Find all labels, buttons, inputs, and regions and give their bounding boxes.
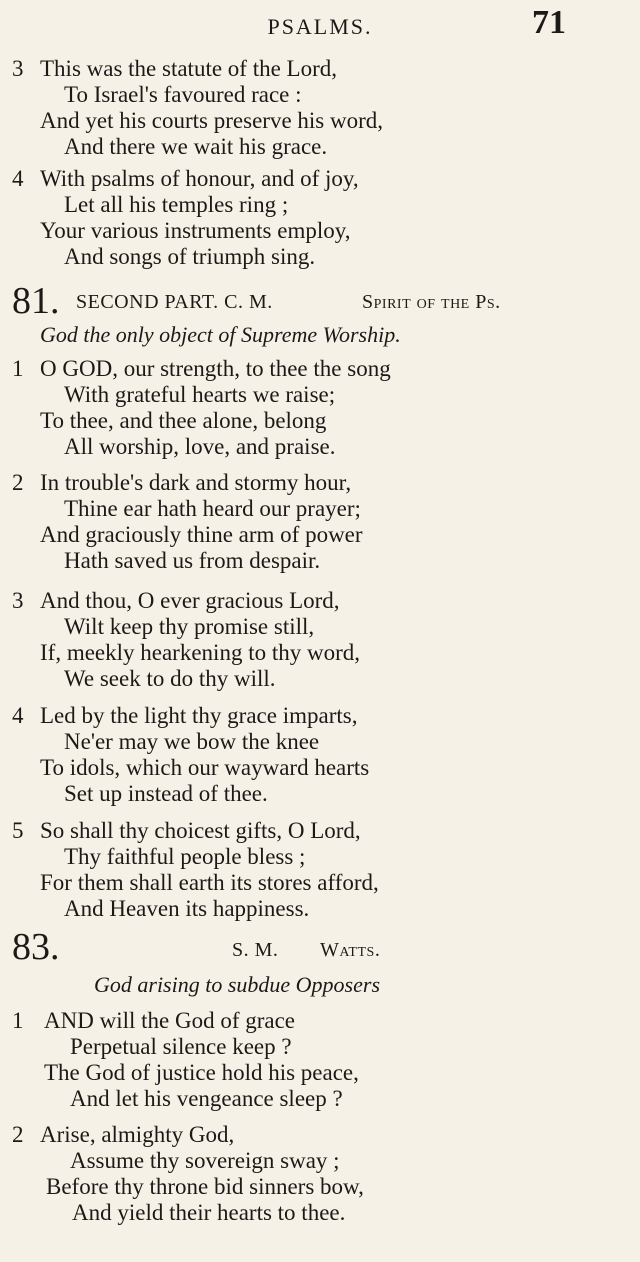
verse-line: Perpetual silence keep ? bbox=[70, 1034, 292, 1059]
verse-line: To idols, which our wayward hearts bbox=[40, 755, 370, 780]
verse-number: 4 bbox=[12, 703, 24, 728]
page-number: 71 bbox=[532, 4, 566, 41]
verse-line: With psalms of honour, and of joy, bbox=[40, 166, 359, 191]
verse-line: All worship, love, and praise. bbox=[64, 434, 336, 459]
verse-line: If, meekly hearkening to thy word, bbox=[40, 640, 360, 665]
verse-line: Let all his temples ring ; bbox=[64, 192, 289, 217]
verse-number: 5 bbox=[12, 818, 24, 843]
hymn-source: Watts. bbox=[320, 939, 381, 961]
verse-line: Assume thy sovereign sway ; bbox=[70, 1148, 340, 1173]
verse-line: To thee, and thee alone, belong bbox=[40, 408, 327, 433]
hymn-number: 81. bbox=[12, 280, 60, 322]
verse-line: Thy faithful people bless ; bbox=[64, 844, 306, 869]
verse-line: AND will the God of grace bbox=[44, 1008, 296, 1033]
verse-line: Arise, almighty God, bbox=[40, 1122, 235, 1147]
verse-line: And yield their hearts to thee. bbox=[72, 1200, 346, 1225]
verse-line: Before thy throne bid sinners bow, bbox=[46, 1174, 364, 1199]
verse-line: So shall thy choicest gifts, O Lord, bbox=[40, 818, 361, 843]
verse-line: And songs of triumph sing. bbox=[64, 244, 316, 269]
verse-line: And Heaven its happiness. bbox=[64, 896, 310, 921]
running-header: PSALMS. bbox=[267, 14, 373, 39]
verse-line: To Israel's favoured race : bbox=[64, 82, 302, 107]
verse-line: Your various instruments employ, bbox=[40, 218, 351, 243]
hymn-meter: SECOND PART. C. M. bbox=[76, 291, 273, 313]
hymn-source: Spirit of the Ps. bbox=[362, 291, 501, 313]
verse-number: 3 bbox=[12, 56, 24, 81]
verse-line: Led by the light thy grace imparts, bbox=[40, 703, 358, 728]
verse-line: And yet his courts preserve his word, bbox=[40, 108, 384, 133]
verse-line: We seek to do thy will. bbox=[64, 666, 276, 691]
hymn-meter: S. M. bbox=[232, 939, 279, 961]
verse-number: 2 bbox=[12, 470, 24, 495]
verse-line: The God of justice hold his peace, bbox=[44, 1060, 359, 1085]
verse-line: Wilt keep thy promise still, bbox=[64, 614, 315, 639]
verse-line: Thine ear hath heard our prayer; bbox=[64, 496, 361, 521]
hymn-subtitle: God the only object of Supreme Worship. bbox=[40, 322, 401, 347]
verse-line: With grateful hearts we raise; bbox=[64, 382, 336, 407]
verse-line: In trouble's dark and stormy hour, bbox=[40, 470, 352, 495]
verse-line: This was the statute of the Lord, bbox=[40, 56, 338, 81]
verse-number: 3 bbox=[12, 588, 24, 613]
verse-line: And let his vengeance sleep ? bbox=[70, 1086, 343, 1111]
verse-line: And graciously thine arm of power bbox=[40, 522, 363, 547]
verse-number: 4 bbox=[12, 166, 24, 191]
hymn-number: 83. bbox=[12, 926, 60, 968]
verse-line: And there we wait his grace. bbox=[64, 134, 328, 159]
verse-line: And thou, O ever gracious Lord, bbox=[40, 588, 340, 613]
verse-line: Set up instead of thee. bbox=[64, 781, 268, 806]
hymn-subtitle: God arising to subdue Opposers bbox=[94, 972, 381, 997]
verse-line: Ne'er may we bow the knee bbox=[64, 729, 320, 754]
verse-number: 2 bbox=[12, 1122, 24, 1147]
verse-number: 1 bbox=[12, 356, 24, 381]
verse-line: Hath saved us from despair. bbox=[64, 548, 321, 573]
verse-line: For them shall earth its stores afford, bbox=[40, 870, 379, 895]
verse-line: O GOD, our strength, to thee the song bbox=[40, 356, 391, 381]
verse-number: 1 bbox=[12, 1008, 24, 1033]
